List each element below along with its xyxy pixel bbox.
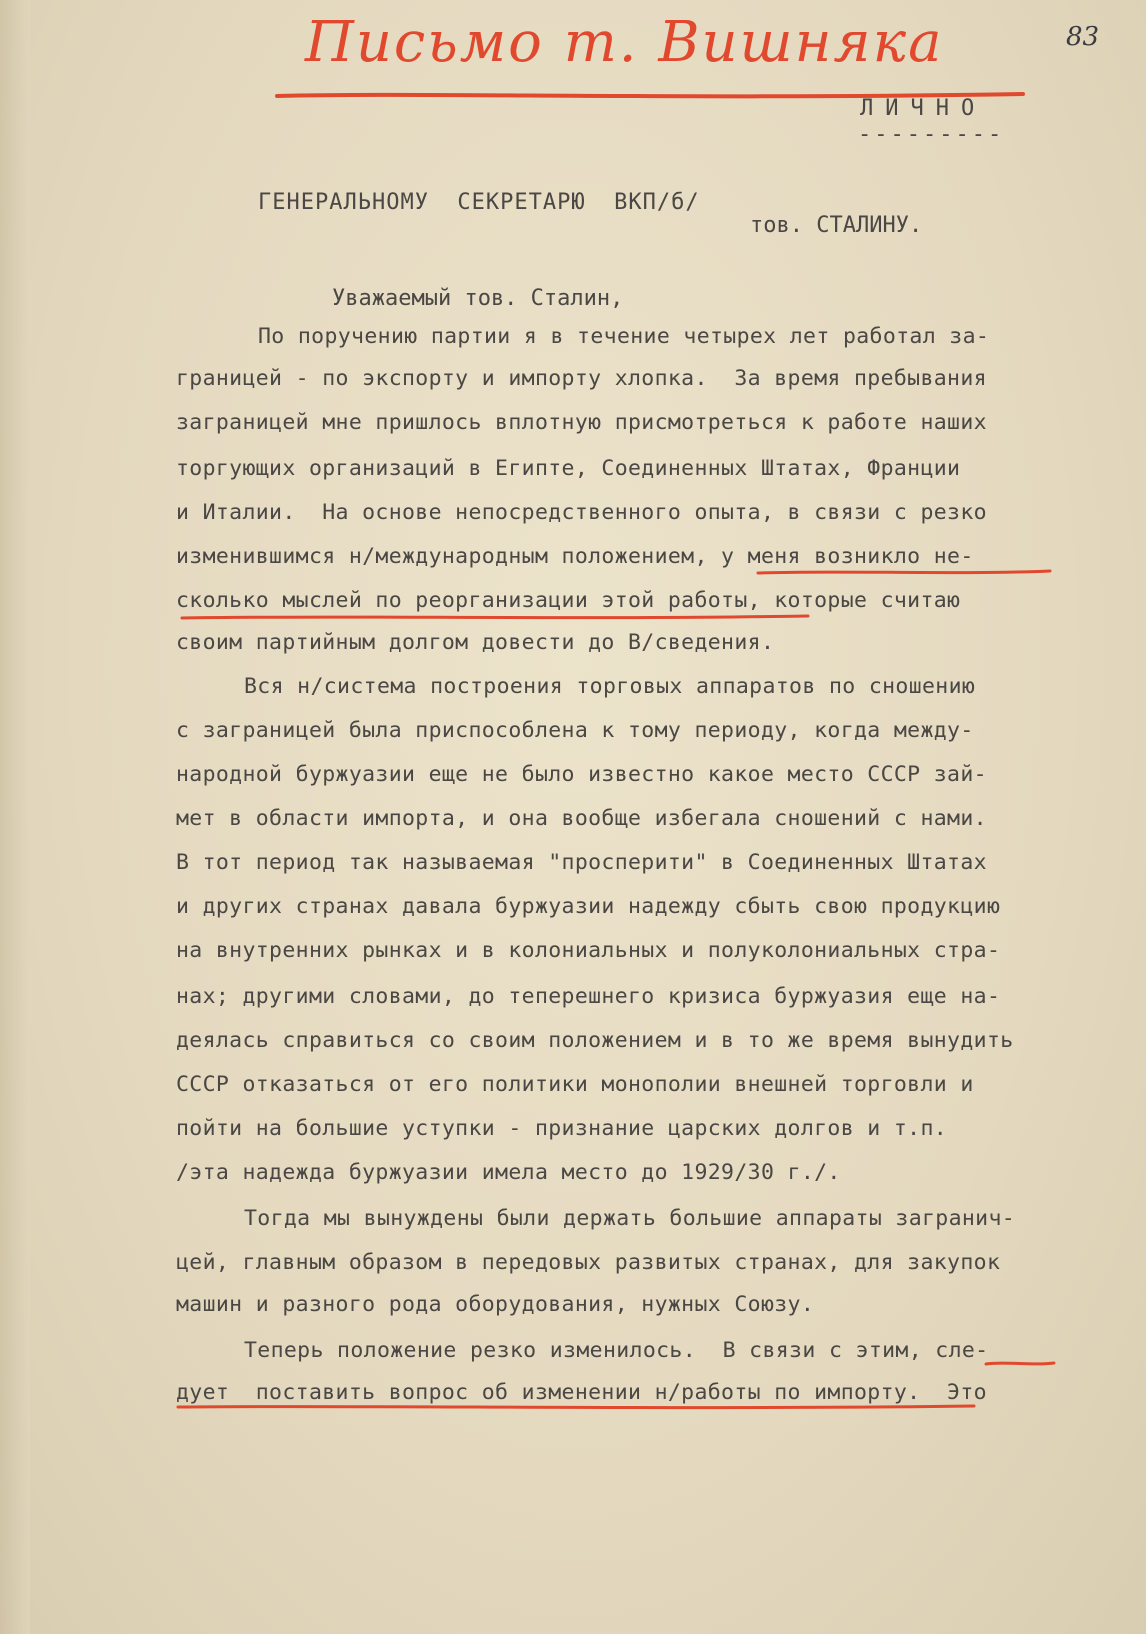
addressee-line-1: ГЕНЕРАЛЬНОМУ СЕКРЕТАРЮ ВКП/б/ (258, 190, 700, 215)
body-line: нах; другими словами, до теперешнего кризиса буржуазия еще на- (176, 984, 1001, 1009)
body-line: и других странах давала буржуазии надежду сбыть свою продукцию (176, 894, 1001, 919)
body-line: По поручению партии я в течение четырех лет работал за- (258, 324, 990, 349)
addressee-line-2: тов. СТАЛИНУ. (750, 213, 923, 238)
red-pencil-underline (180, 612, 810, 622)
body-line: В тот период так называемая "просперити" в Соединенных Штатах (176, 850, 987, 875)
body-line: на внутренних рынках и в колониальных и полуколониальных стра- (176, 938, 1001, 963)
salutation: Уважаемый тов. Сталин, (332, 286, 624, 311)
body-line: мет в области импорта, и она вообще избегала сношений с нами. (176, 806, 987, 831)
body-line: деялась справиться со своим положением и в то же время вынудить (176, 1028, 1014, 1053)
body-line: Вся н/система построения торговых аппаратов по сношению (244, 674, 976, 699)
body-line: с заграницей была приспособлена к тому периоду, когда между- (176, 718, 974, 743)
red-pencil-underline (756, 567, 1052, 577)
body-line: пойти на большие уступки - признание царских долгов и т.п. (176, 1116, 948, 1141)
body-line: /эта надежда буржуазии имела место до 1929/30 г./. (176, 1160, 841, 1185)
red-pencil-underline (984, 1358, 1056, 1368)
body-line: цей, главным образом в передовых развитых странах, для закупок (176, 1250, 1001, 1275)
body-line: Тогда мы вынуждены были держать большие аппараты загранич- (244, 1206, 1016, 1231)
body-line: Теперь положение резко изменилось. В связи с этим, сле- (244, 1338, 989, 1363)
personal-mark: ЛИЧНО (860, 96, 987, 121)
body-line: своим партийным долгом довести до В/сведения. (176, 630, 775, 655)
red-pencil-underline (176, 1402, 976, 1412)
handwritten-page-number: 83 (1066, 22, 1100, 52)
body-line: и Италии. На основе непосредственного опыта, в связи с резко (176, 500, 987, 525)
body-line: торгующих организаций в Египте, Соединенных Штатах, Франции (176, 456, 961, 481)
body-line: дует поставить вопрос об изменении н/работы по импорту. Это (176, 1380, 987, 1405)
body-line: народной буржуазии еще не было известно какое место СССР зай- (176, 762, 987, 787)
body-line: машин и разного рода оборудования, нужных Союзу. (176, 1292, 815, 1317)
body-line: границей - по экспорту и импорту хлопка. За время пребывания (176, 366, 987, 391)
paper-edge-shadow (0, 0, 30, 1634)
body-line: изменившимся н/международным положением, у меня возникло не- (176, 544, 974, 569)
body-line: сколько мыслей по реорганизации этой работы, которые считаю (176, 588, 961, 613)
handwritten-title: Письмо т. Вишняка (305, 10, 944, 75)
personal-mark-underline: --------- (858, 122, 1005, 147)
body-line: СССР отказаться от его политики монополии внешней торговли и (176, 1072, 974, 1097)
body-line: заграницей мне пришлось вплотную присмотреться к работе наших (176, 410, 987, 435)
